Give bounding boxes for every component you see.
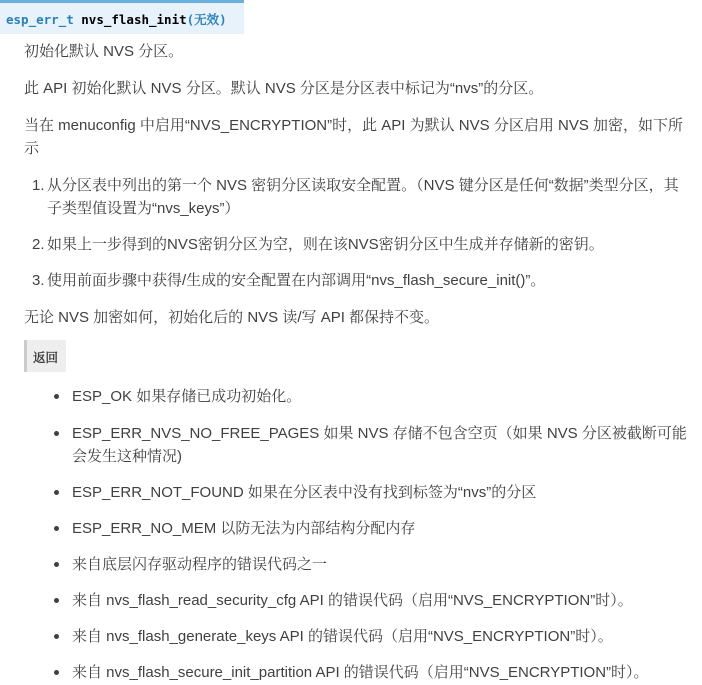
detailed-description: 此 API 初始化默认 NVS 分区。默认 NVS 分区是分区表中标记为“nvs”的分区。 [24,80,544,97]
return-item-text: ESP_ERR_NO_MEM 以防无法为内部结构分配内存 [72,520,416,537]
list-item [32,269,692,292]
return-item-text: 来自 nvs_flash_generate_keys API 的错误代码（启用“NVS_ENCRYPTION”时）。 [72,628,613,645]
list-item-text: 如果上一步得到的NVS密钥分区为空，则在该NVS密钥分区中生成并存储新的密钥。 [47,236,604,253]
return-item [54,385,699,408]
bullet-icon [54,670,59,675]
signature-function-name: nvs_flash_init [81,12,187,27]
return-item-text: 来自底层闪存驱动程序的错误代码之一 [72,556,328,573]
return-item-text: ESP_ERR_NOT_FOUND 如果在分区表中没有找到标签为“nvs”的分区 [72,484,537,501]
bullet-icon [54,562,59,567]
returns-label: 返回 [24,340,66,372]
bullet-icon [54,394,59,399]
return-item-text: 来自 nvs_flash_secure_init_partition API 的错误代码（启用“NVS_ENCRYPTION”时）。 [72,664,649,681]
signature-params: (无效) [186,12,227,27]
return-item [54,625,699,648]
return-item-text: ESP_ERR_NVS_NO_FREE_PAGES 如果 NVS 存储不包含空页（如果 NVS 分区被截断可能会发生这种情况) [72,425,687,465]
return-item [54,517,699,540]
list-item-number: 1. [32,177,45,194]
return-item [54,481,699,504]
bullet-icon [54,598,59,603]
list-item-text: 使用前面步骤中获得/生成的安全配置在内部调用“nvs_flash_secure_init()”。 [47,272,546,289]
encryption-intro: 当在 menuconfig 中启用“NVS_ENCRYPTION”时，此 API 为默认 NVS 分区启用 NVS 加密，如下所示 [24,117,683,157]
bullet-icon [54,490,59,495]
signature-return-type[interactable]: esp_err_t [6,12,74,27]
brief-description: 初始化默认 NVS 分区。 [24,43,184,60]
bullet-icon [54,526,59,531]
bullet-icon [54,431,59,436]
footer-note: 无论 NVS 加密如何，初始化后的 NVS 读/写 API 都保持不变。 [24,309,440,326]
list-item [32,174,692,220]
return-item [54,422,699,468]
return-item-text: 来自 nvs_flash_read_security_cfg API 的错误代码（启用“NVS_ENCRYPTION”时）。 [72,592,633,609]
list-item-text: 从分区表中列出的第一个 NVS 密钥分区读取安全配置。（NVS 键分区是任何“数据”类型分区，其子类型值设置为“nvs_keys”） [47,177,679,217]
return-item [54,553,699,576]
return-item-text: ESP_OK 如果存储已成功初始化。 [72,388,302,405]
return-item [54,589,699,612]
return-item [54,661,699,684]
list-item [32,233,692,256]
list-item-number: 2. [32,236,45,253]
function-signature [0,0,244,34]
bullet-icon [54,634,59,639]
list-item-number: 3. [32,272,45,289]
